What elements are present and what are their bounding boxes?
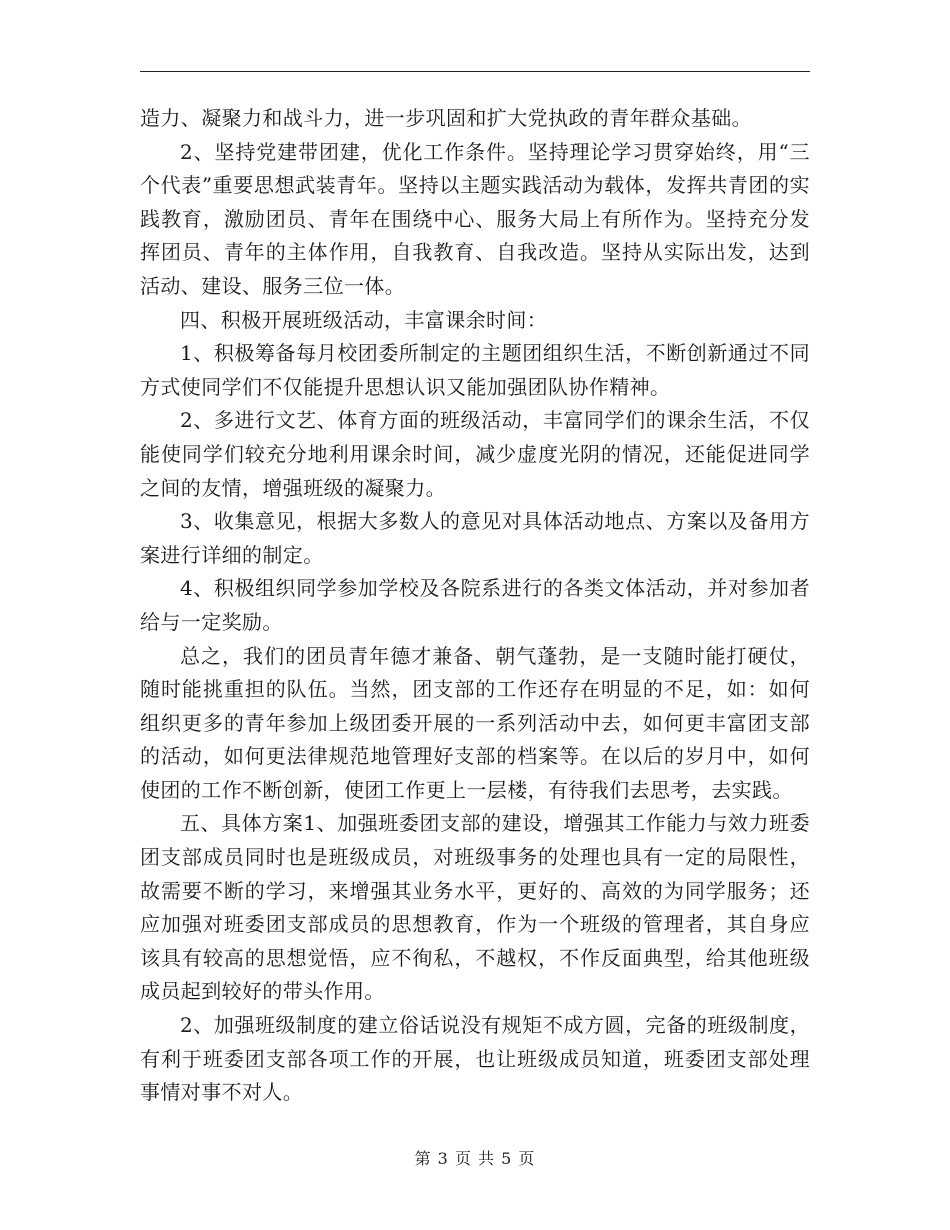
page-number-footer: 第 3 页 共 5 页 [414, 1149, 536, 1168]
paragraph-5-2: 2、加强班级制度的建立俗话说没有规矩不成方圆，完备的班级制度，有利于班委团支部各项工作的开展，也让班级成员知道，班委团支部处理事情对事不对人。 [140, 1013, 810, 1105]
paragraph-4-4: 4、积极组织同学参加学校及各院系进行的各类文体活动，并对参加者给与一定奖励。 [140, 576, 810, 634]
section-heading-4: 四、积极开展班级活动，丰富课余时间： [180, 307, 548, 332]
document-body [140, 102, 810, 1110]
paragraph-4-1: 1、积极筹备每月校团委所制定的主题团组织生活，不断创新通过不同方式使同学们不仅能提升思想认识又能加强团队协作精神。 [140, 341, 810, 399]
paragraph-summary: 总之，我们的团员青年德才兼备、朝气蓬勃，是一支随时能打硬仗，随时能挑重担的队伍。当然，团支部的工作还存在明显的不足，如：如何组织更多的青年参加上级团委开展的一系列活动中去，如何更丰富团支部的活动，如何更法律规范地管理好支部的档案等。在以后的岁月中，如何使团的工作不断创新，使团工作更上一层楼，有待我们去思考，去实践。 [140, 643, 810, 802]
paragraph-4-2: 2、多进行文艺、体育方面的班级活动，丰富同学们的课余生活，不仅能使同学们较充分地利用课余时间，减少虚度光阴的情况，还能促进同学之间的友情，增强班级的凝聚力。 [140, 408, 810, 500]
paragraph-5-1: 五、具体方案1、加强班委团支部的建设，增强其工作能力与效力班委团支部成员同时也是班级成员，对班级事务的处理也具有一定的局限性，故需要不断的学习，来增强其业务水平，更好的、高效的为同学服务；还应加强对班委团支部成员的思想教育，作为一个班级的管理者，其自身应该具有较高的思想觉悟，应不徇私，不越权，不作反面典型，给其他班级成员起到较好的带头作用。 [140, 811, 810, 1004]
paragraph-1: 造力、凝聚力和战斗力，进一步巩固和扩大党执政的青年群众基础。 [140, 106, 752, 130]
header-rule [140, 71, 810, 72]
paragraph-4-3: 3、收集意见，根据大多数人的意见对具体活动地点、方案以及备用方案进行详细的制定。 [140, 509, 810, 567]
paragraph-2: 2、坚持党建带团建，优化工作条件。坚持理论学习贯穿始终，用“三个代表”重要思想武装青年。坚持以主题实践活动为载体，发挥共青团的实践教育，激励团员、青年在围绕中心、服务大局上有所作为。坚持充分发挥团员、青年的主体作用，自我教育、自我改造。坚持从实际出发，达到活动、建设、服务三位一体。 [140, 139, 810, 298]
